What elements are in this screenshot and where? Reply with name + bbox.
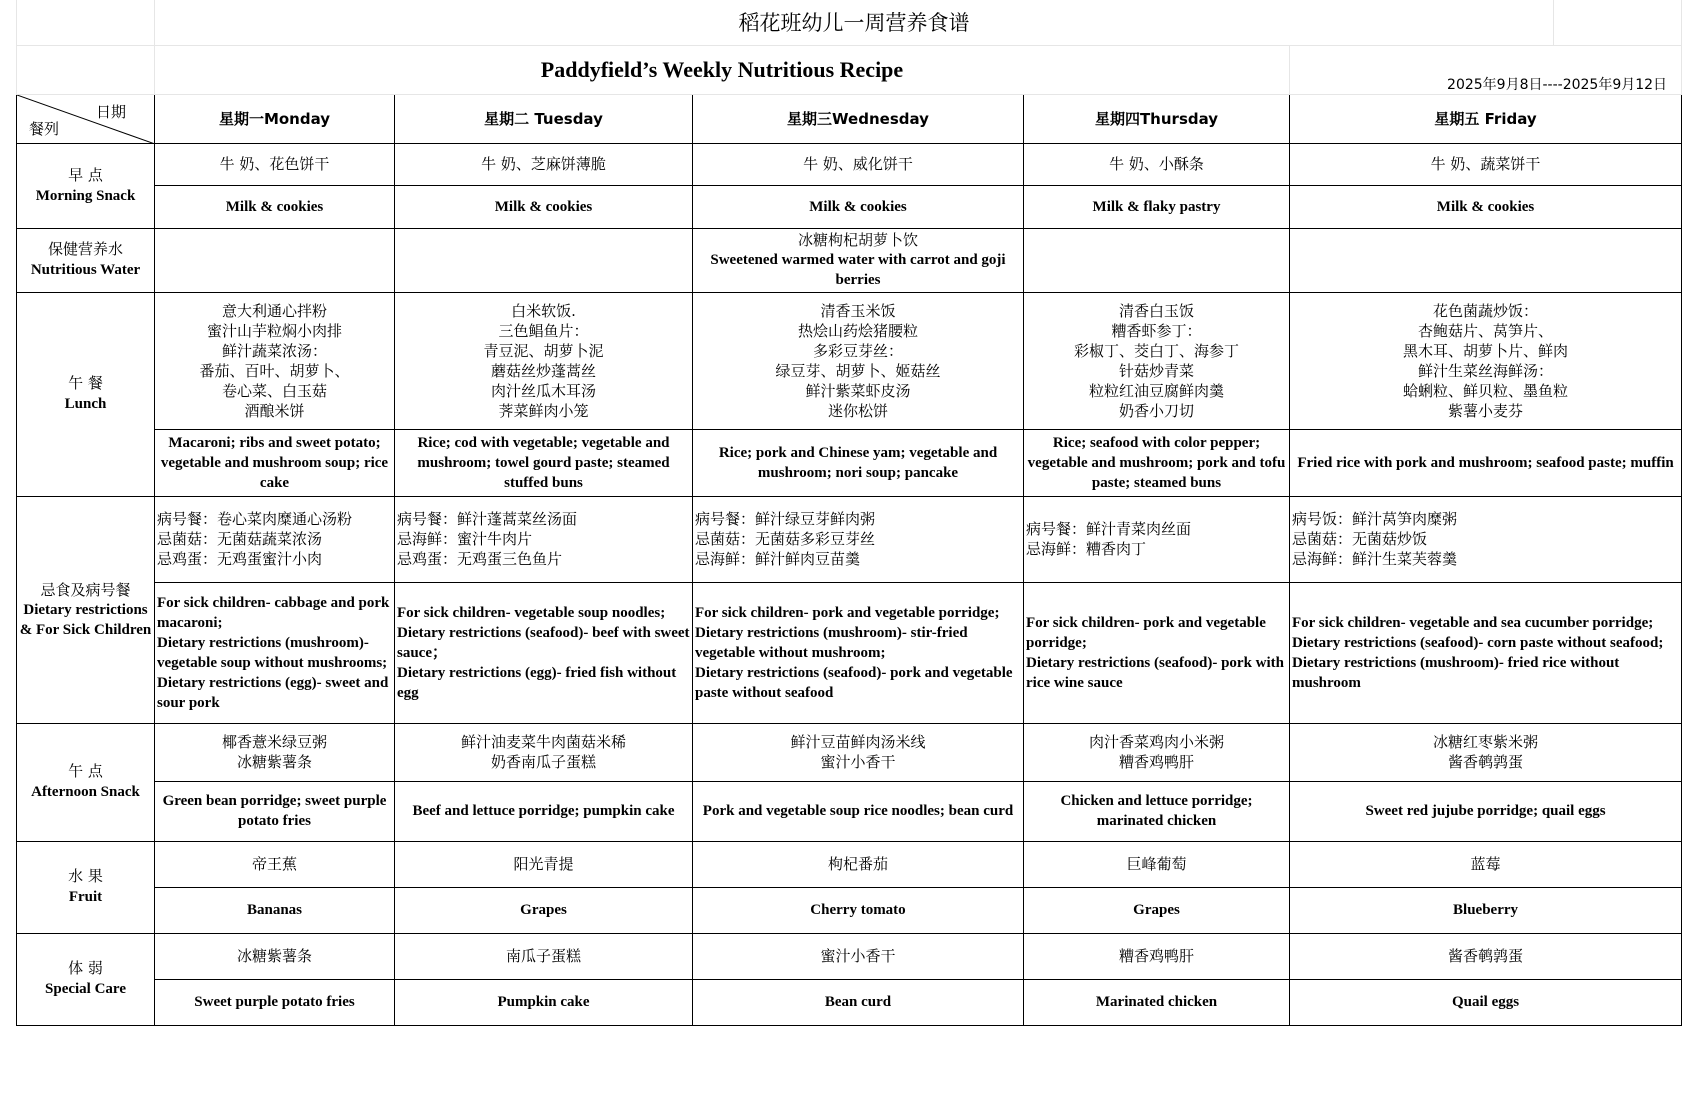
- afternoon-cn-mon: 椰香薏米绿豆粥 冰糖紫薯条: [155, 723, 395, 781]
- row-label-cn: 忌食及病号餐: [40, 580, 131, 599]
- fruit-en-fri: Blueberry: [1290, 887, 1682, 933]
- diet-en-thu: For sick children- pork and vegetable porridge; Dietary restrictions (seafood)- pork with rice wine sauce: [1024, 582, 1290, 723]
- diet-en-mon: For sick children- cabbage and pork macaroni; Dietary restrictions (mushroom)- vegetable soup without mushrooms; Dietary restrictions (egg)- sweet and sour pork: [155, 582, 395, 723]
- fruit-cn-thu: 巨峰葡萄: [1024, 841, 1290, 887]
- water-en: Sweetened warmed water with carrot and goji berries: [710, 252, 1006, 288]
- morning-en-tue: Milk & cookies: [395, 185, 693, 228]
- care-cn-wed: 蜜汁小香干: [693, 933, 1024, 979]
- morning-cn-fri: 牛 奶、蔬菜饼干: [1290, 143, 1682, 185]
- water-wed: [693, 228, 1024, 292]
- row-label-care: [17, 933, 155, 1025]
- lunch-en-fri: Fried rice with pork and mushroom; seafood paste; muffin: [1290, 429, 1682, 496]
- row-label-water: [17, 228, 155, 292]
- corner-header: [17, 94, 155, 143]
- row-label-en: Afternoon Snack: [31, 784, 140, 800]
- menu-sheet: [16, 0, 1681, 1026]
- diet-en-fri: For sick children- vegetable and sea cucumber porridge; Dietary restrictions (seafood)- corn paste without seafood; Dietary restrictions (mushroom)- fried rice without mushroom: [1290, 582, 1682, 723]
- row-label-cn: 保健营养水: [47, 240, 123, 258]
- fruit-cn-wed: 枸杞番茄: [693, 841, 1024, 887]
- diet-cn-mon: 病号餐：卷心菜肉糜通心汤粉 忌菌菇：无菌菇蔬菜浓汤 忌鸡蛋：无鸡蛋蜜汁小肉: [155, 496, 395, 582]
- fruit-cn-fri: 蓝莓: [1290, 841, 1682, 887]
- day-header-tue: 星期二 Tuesday: [395, 94, 693, 143]
- row-label-cn: 早 点: [68, 165, 103, 184]
- afternoon-en-tue: Beef and lettuce porridge; pumpkin cake: [395, 781, 693, 841]
- diet-cn-wed: 病号餐：鲜汁绿豆芽鲜肉粥 忌菌菇：无菌菇多彩豆芽丝 忌海鲜：鲜汁鲜肉豆苗羹: [693, 496, 1024, 582]
- afternoon-cn-wed: 鲜汁豆苗鲜肉汤米线 蜜汁小香干: [693, 723, 1024, 781]
- afternoon-en-mon: Green bean porridge; sweet purple potato fries: [155, 781, 395, 841]
- diet-cn-tue: 病号餐：鲜汁蓬蒿菜丝汤面 忌海鲜：蜜汁牛肉片 忌鸡蛋：无鸡蛋三色鱼片: [395, 496, 693, 582]
- row-label-en: Morning Snack: [35, 187, 136, 204]
- page-title-cn: 稻花班幼儿一周营养食谱: [155, 0, 1554, 45]
- row-label-afternoon: [17, 723, 155, 841]
- morning-cn-wed: 牛 奶、威化饼干: [693, 143, 1024, 185]
- row-label-fruit: [17, 841, 155, 933]
- lunch-cn-wed: 清香玉米饭 热烩山药烩猪腰粒 多彩豆芽丝： 绿豆芽、胡萝卜、姬菇丝 鲜汁紫菜虾皮汤 迷你松饼: [693, 292, 1024, 429]
- row-label-en: Nutritious Water: [30, 262, 141, 278]
- page-title-en: Paddyfield’s Weekly Nutritious Recipe: [155, 45, 1290, 94]
- row-label-diet: [17, 496, 155, 723]
- fruit-en-tue: Grapes: [395, 887, 693, 933]
- diet-cn-fri: 病号饭：鲜汁莴笋肉糜粥 忌菌菇：无菌菇炒饭 忌海鲜：鲜汁生菜芙蓉羹: [1290, 496, 1682, 582]
- row-label-cn: 水 果: [68, 867, 103, 885]
- water-cn: 冰糖枸杞胡萝卜饮: [797, 231, 918, 249]
- morning-cn-mon: 牛 奶、花色饼干: [155, 143, 395, 185]
- lunch-cn-fri: 花色菌蔬炒饭： 杏鲍菇片、莴笋片、 黑木耳、胡萝卜片、鲜肉 鲜汁生菜丝海鲜汤： 蛤蜊粒、鲜贝粒、墨鱼粒 紫薯小麦芬: [1290, 292, 1682, 429]
- morning-en-fri: Milk & cookies: [1290, 185, 1682, 228]
- care-cn-fri: 酱香鹌鹑蛋: [1290, 933, 1682, 979]
- corner-meal-label: 餐列: [29, 119, 60, 138]
- diet-en-tue: For sick children- vegetable soup noodles; Dietary restrictions (seafood)- beef with sweet sauce； Dietary restrictions (egg)- fried fish without egg: [395, 582, 693, 723]
- fruit-cn-tue: 阳光青提: [395, 841, 693, 887]
- care-en-fri: Quail eggs: [1290, 979, 1682, 1025]
- row-label-lunch: [17, 292, 155, 496]
- corner-date-label: 日期: [95, 102, 126, 121]
- lunch-cn-tue: 白米软饭. 三色鲳鱼片： 青豆泥、胡萝卜泥 蘑菇丝炒蓬蒿丝 肉汁丝瓜木耳汤 荠菜鲜肉小笼: [395, 292, 693, 429]
- morning-en-mon: Milk & cookies: [155, 185, 395, 228]
- afternoon-cn-thu: 肉汁香菜鸡肉小米粥 糟香鸡鸭肝: [1024, 723, 1290, 781]
- care-en-tue: Pumpkin cake: [395, 979, 693, 1025]
- diet-en-wed: For sick children- pork and vegetable porridge; Dietary restrictions (mushroom)- stir-fried vegetable without mushroom; Dietary restrictions (seafood)- pork and vegetable paste without seafood: [693, 582, 1024, 723]
- menu-table: [16, 0, 1682, 1026]
- lunch-en-tue: Rice; cod with vegetable; vegetable and mushroom; towel gourd paste; steamed stuffed buns: [395, 429, 693, 496]
- row-label-morning: [17, 143, 155, 228]
- fruit-en-mon: Bananas: [155, 887, 395, 933]
- row-label-en: Lunch: [64, 396, 107, 412]
- lunch-cn-mon: 意大利通心拌粉 蜜汁山芋粒焖小肉排 鲜汁蔬菜浓汤： 番茄、百叶、胡萝卜、 卷心菜、白玉菇 酒酿米饼: [155, 292, 395, 429]
- day-header-fri: 星期五 Friday: [1290, 94, 1682, 143]
- fruit-en-wed: Cherry tomato: [693, 887, 1024, 933]
- lunch-en-thu: Rice; seafood with color pepper; vegetable and mushroom; pork and tofu paste; steamed buns: [1024, 429, 1290, 496]
- lunch-en-mon: Macaroni; ribs and sweet potato; vegetable and mushroom soup; rice cake: [155, 429, 395, 496]
- morning-en-thu: Milk & flaky pastry: [1024, 185, 1290, 228]
- row-label-cn: 午 点: [68, 762, 103, 780]
- row-label-cn: 午 餐: [68, 374, 103, 392]
- morning-cn-thu: 牛 奶、小酥条: [1024, 143, 1290, 185]
- lunch-cn-thu: 清香白玉饭 糟香虾参丁： 彩椒丁、茭白丁、海参丁 针菇炒青菜 粒粒红油豆腐鲜肉羹 奶香小刀切: [1024, 292, 1290, 429]
- care-cn-mon: 冰糖紫薯条: [155, 933, 395, 979]
- row-label-en: Special Care: [45, 981, 126, 997]
- date-range: 2025年9月8日----2025年9月12日: [1447, 76, 1668, 93]
- care-en-wed: Bean curd: [693, 979, 1024, 1025]
- row-label-en: Fruit: [68, 889, 103, 905]
- care-cn-thu: 糟香鸡鸭肝: [1024, 933, 1290, 979]
- diet-cn-thu: 病号餐：鲜汁青菜肉丝面 忌海鲜：糟香肉丁: [1024, 496, 1290, 582]
- morning-en-wed: Milk & cookies: [693, 185, 1024, 228]
- care-en-thu: Marinated chicken: [1024, 979, 1290, 1025]
- day-header-mon: 星期一Monday: [155, 94, 395, 143]
- lunch-en-wed: Rice; pork and Chinese yam; vegetable and mushroom; nori soup; pancake: [693, 429, 1024, 496]
- row-label-en: Dietary restrictions & For Sick Children: [19, 601, 152, 638]
- care-en-mon: Sweet purple potato fries: [155, 979, 395, 1025]
- care-cn-tue: 南瓜子蛋糕: [395, 933, 693, 979]
- afternoon-en-thu: Chicken and lettuce porridge; marinated chicken: [1024, 781, 1290, 841]
- day-header-wed: 星期三Wednesday: [693, 94, 1024, 143]
- fruit-cn-mon: 帝王蕉: [155, 841, 395, 887]
- morning-cn-tue: 牛 奶、芝麻饼薄脆: [395, 143, 693, 185]
- row-label-cn: 体 弱: [68, 959, 103, 977]
- afternoon-en-fri: Sweet red jujube porridge; quail eggs: [1290, 781, 1682, 841]
- day-header-thu: 星期四Thursday: [1024, 94, 1290, 143]
- afternoon-en-wed: Pork and vegetable soup rice noodles; bean curd: [693, 781, 1024, 841]
- afternoon-cn-fri: 冰糖红枣紫米粥 酱香鹌鹑蛋: [1290, 723, 1682, 781]
- afternoon-cn-tue: 鲜汁油麦菜牛肉菌菇米稀 奶香南瓜子蛋糕: [395, 723, 693, 781]
- fruit-en-thu: Grapes: [1024, 887, 1290, 933]
